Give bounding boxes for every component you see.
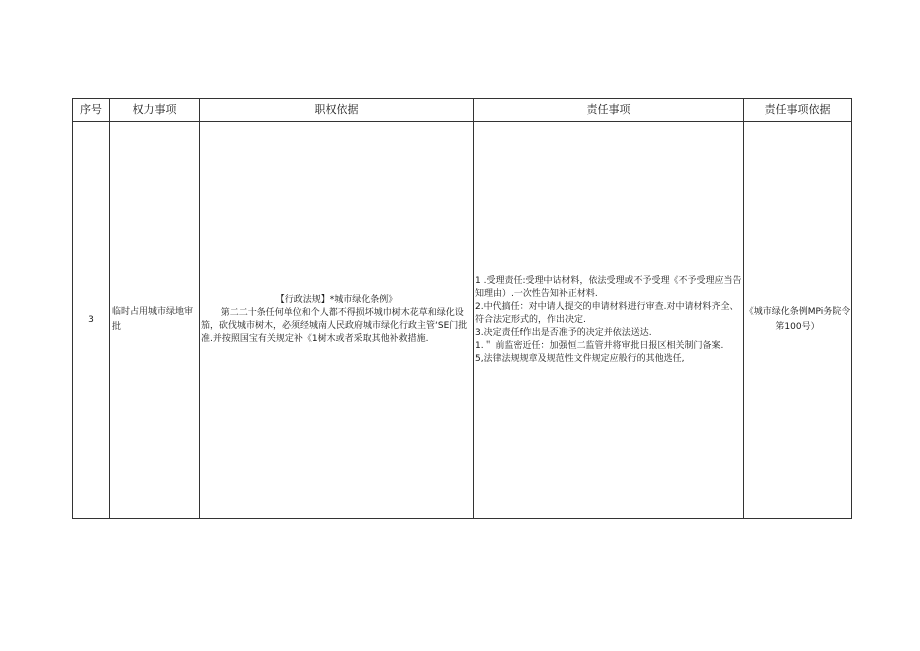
- duty-line-review: 2.中代搞任：对中请人提交的申请材料进行审查.对中请材料齐全、符合法定形式的，作出决定.: [475, 301, 739, 325]
- table-row: [73, 122, 852, 519]
- duty-line-supervise: 1.＂ 前监密近任：加强恒二监管并将审批日报区相关制门备案.: [475, 340, 724, 351]
- duty-line-accept: 1 .受理责任:受理中诂材料，依法受理或不予受理《不予受理应当告知理由）.一次性告知补正材料.: [475, 275, 742, 299]
- header-power-item: 权力事项: [110, 99, 200, 122]
- duty-line-decide: 3.决定责任f作出是否准予的决定并依法送达.: [475, 327, 652, 338]
- basis-body: 第二二十条任何单位和个人都不得损坏城巾树木花草和绿化设笳，砍伐城市树木，必须经城南人民政府城市绿化行政主管‘SE门批准.并按照国宝有关规定补《1树木或者采取其他补救措施.: [201, 308, 468, 344]
- header-responsibility-item: 责任事项: [474, 99, 744, 122]
- cell-power-item: 临时占用城市绿地审批: [110, 122, 200, 519]
- header-responsibility-basis: 责任事项依据: [744, 99, 852, 122]
- header-seq: 序号: [73, 99, 110, 122]
- header-authority-basis: 职权依据: [200, 99, 474, 122]
- cell-authority-basis: [200, 122, 474, 519]
- cell-responsibility-basis: 《城市绿化条例MPi务院令笫100号）: [744, 122, 852, 519]
- basis-title: 【行政法规】*城市绿化条例》: [275, 295, 398, 305]
- duty-line-other: 5,法律法规规章及规范性文件规定应般行的其他选任,: [475, 353, 685, 364]
- table-header-row: [73, 99, 852, 122]
- cell-seq: 3: [73, 122, 110, 519]
- cell-responsibility-item: [474, 122, 744, 519]
- power-responsibility-table: [72, 98, 852, 519]
